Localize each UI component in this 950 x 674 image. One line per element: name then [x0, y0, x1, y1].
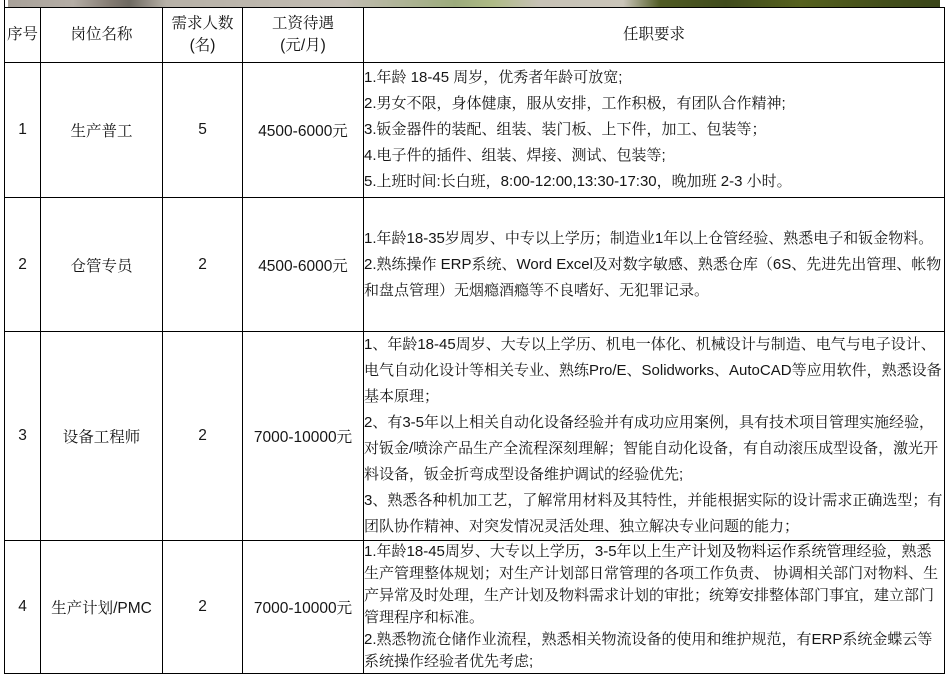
- cell-position: 生产普工: [41, 63, 163, 198]
- requirement-line: 5.上班时间:长白班，8:00-12:00,13:30-17:30，晚加班 2-3 小时。: [364, 173, 792, 190]
- cell-headcount: 2: [163, 541, 243, 674]
- cell-headcount: 2: [163, 198, 243, 332]
- cell-position: 设备工程师: [41, 332, 163, 541]
- cell-no: 2: [5, 198, 41, 332]
- header-position: [41, 8, 163, 63]
- cell-salary: 7000-10000元: [243, 541, 364, 674]
- table-row: [5, 541, 945, 674]
- cell-no: 4: [5, 541, 41, 674]
- header-salary-unit: (元/月): [280, 37, 326, 54]
- requirement-line: 2.熟悉物流仓储作业流程，熟悉相关物流设备的使用和维护规范，有ERP系统金蝶云等系统操作经验者优先考虑;: [364, 631, 933, 670]
- requirement-line: 1.年龄18-45周岁、大专以上学历，3-5年以上生产计划及物料运作系统管理经验，熟悉生产管理整体规划；对生产计划部日常管理的各项工作负责、 协调相关部门对物料、生产异常及时处理，生产计划及物料需求计划的审批；统筹安排整体部门事宜，建立部门管理程序和标准。: [364, 543, 939, 626]
- header-no-label: 序号: [6, 26, 38, 43]
- table-row: [5, 332, 945, 541]
- requirement-line: 4.电子件的插件、组装、焊接、测试、包装等;: [364, 147, 666, 164]
- header-headcount-unit: (名): [189, 37, 216, 54]
- photo-strip: [8, 0, 940, 7]
- recruitment-table: [4, 7, 945, 674]
- cell-requirements: [364, 63, 945, 198]
- table-row: [5, 198, 945, 332]
- cell-requirements: [364, 332, 945, 541]
- header-no: [5, 8, 41, 63]
- cell-position: 仓管专员: [41, 198, 163, 332]
- cell-no: 1: [5, 63, 41, 198]
- header-headcount: [163, 8, 243, 63]
- requirement-line: 2.熟练操作 ERP系统、Word Excel及对数字敏感、熟悉仓库（6S、先进先出管理、帐物和盘点管理）无烟瘾酒瘾等不良嗜好、无犯罪记录。: [364, 255, 942, 299]
- requirement-line: 3、熟悉各种机加工艺，了解常用材料及其特性，并能根据实际的设计需求正确选型；有团队协作精神、对突发情况灵活处理、独立解决专业问题的能力；: [364, 492, 943, 535]
- cell-requirements: [364, 198, 945, 332]
- cell-requirements: [364, 541, 945, 674]
- header-requirements-label: 任职要求: [622, 26, 685, 43]
- cell-salary: 4500-6000元: [243, 198, 364, 332]
- cell-salary: 4500-6000元: [243, 63, 364, 198]
- table-header-row: [5, 8, 945, 63]
- cell-headcount: 5: [163, 63, 243, 198]
- header-salary: [243, 8, 364, 63]
- requirement-line: 1.年龄 18-45 周岁，优秀者年龄可放宽;: [364, 69, 623, 86]
- cell-position: 生产计划/PMC: [41, 541, 163, 674]
- cell-salary: 7000-10000元: [243, 332, 364, 541]
- requirement-line: 2、有3-5年以上相关自动化设备经验并有成功应用案例，具有技术项目管理实施经验，对钣金/喷涂产品生产全流程深刻理解；智能自动化设备，有自动滚压成型设备，激光开料设备，钣金折弯成型设备维护调试的经验优先;: [364, 414, 939, 483]
- cell-no: 3: [5, 332, 41, 541]
- header-salary-label: 工资待遇: [271, 15, 334, 32]
- table-row: [5, 63, 945, 198]
- requirement-line: 1、年龄18-45周岁、大专以上学历、机电一体化、机械设计与制造、电气与电子设计、电气自动化设计等相关专业、熟练Pro/E、Solidworks、AutoCAD等应用软件，熟悉设备基本原理；: [364, 336, 942, 405]
- requirement-line: 2.男女不限，身体健康，服从安排，工作积极，有团队合作精神;: [364, 95, 786, 112]
- cell-headcount: 2: [163, 332, 243, 541]
- header-requirements: [364, 8, 945, 63]
- requirement-line: 1.年龄18-35岁周岁、中专以上学历；制造业1年以上仓管经验、熟悉电子和钣金物料。: [364, 229, 934, 247]
- requirement-line: 3.钣金器件的装配、组装、装门板、上下件，加工、包装等；: [364, 121, 767, 138]
- header-position-label: 岗位名称: [70, 26, 133, 43]
- header-headcount-label: 需求人数: [171, 15, 234, 32]
